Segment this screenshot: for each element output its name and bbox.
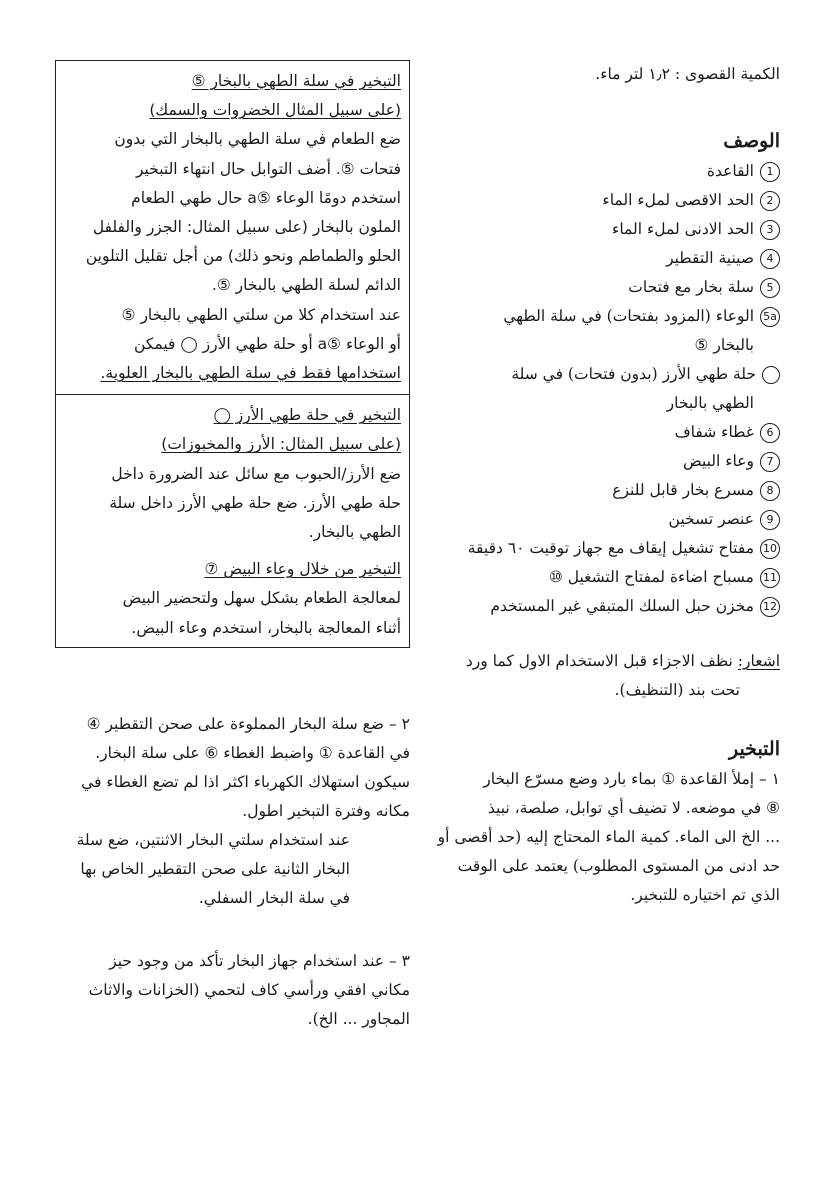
- list-item: [425, 563, 780, 592]
- number-circle-icon: 5: [760, 278, 780, 298]
- number-circle-icon: 2: [760, 191, 780, 211]
- list-item: [425, 360, 780, 418]
- item-label: الحد الاقصى لملء الماء: [602, 191, 754, 209]
- list-item: [425, 186, 780, 215]
- number-circle-icon: 10: [760, 539, 780, 559]
- right-column: [425, 60, 780, 910]
- item-label: مسباح اضاءة لمفتاح التشغيل ⑩: [548, 568, 754, 586]
- section-title: التبخير في حلة طهي الأرز ◯: [213, 406, 401, 425]
- empty-circle-icon: [762, 366, 780, 384]
- box-line: الطهي بالبخار.: [308, 523, 401, 542]
- number-circle-icon: 3: [760, 220, 780, 240]
- steaming-paragraph: [425, 765, 780, 910]
- section-subtitle: (على سبيل المثال الخضروات والسمك): [149, 101, 401, 120]
- list-item: [425, 418, 780, 447]
- number-circle-icon: 8: [760, 481, 780, 501]
- max-quantity-text: الكمية القصوى : ١٫٢ لتر ماء.: [595, 65, 780, 83]
- number-circle-icon: 11: [760, 568, 780, 588]
- steaming-line: الذي تم اختياره للتبخير.: [630, 886, 780, 904]
- item-label: حلة طهي الأرز (بدون فتحات) في سلة: [511, 365, 756, 383]
- box-line: حلة طهي الأرز. ضع حلة طهي الأرز داخل سلة: [109, 493, 401, 512]
- list-item: [425, 505, 780, 534]
- step-2-paragraph: [55, 710, 410, 913]
- box-line: الحلو والطماطم ونحو ذلك) من أجل تقليل التلوين: [85, 247, 401, 266]
- step-line: سيكون استهلاك الكهرباء اكثر اذا لم تضع الغطاء في: [81, 772, 410, 791]
- list-item: [425, 534, 780, 563]
- section-title: التبخير من خلال وعاء البيض ⑦: [204, 560, 401, 579]
- item-label: وعاء البيض: [682, 452, 754, 470]
- item-label: صينية التقطير: [666, 249, 754, 267]
- number-circle-icon: 4: [760, 249, 780, 269]
- info-box: [55, 60, 410, 648]
- item-label: غطاء شفاف: [674, 423, 754, 441]
- step-line: المجاور ... الخ).: [307, 1009, 410, 1028]
- steaming-line: حد ادنى من المستوى المطلوب) يعتمد على الوقت: [457, 857, 780, 875]
- step-3-paragraph: [55, 947, 410, 1034]
- notice-line-2: تحت بند (التنظيف).: [614, 681, 740, 699]
- description-heading: الوصف: [723, 130, 780, 152]
- divider: [56, 394, 409, 395]
- steaming-line: ⑧ في موضعه. لا تضيف أي توابل، صلصة، نبيذ: [487, 799, 780, 817]
- step-line: عند استخدام سلتي البخار الاثنتين، ضع سلة: [76, 830, 350, 849]
- step-line: البخار الثانية على صحن التقطير الخاص بها: [80, 859, 350, 878]
- box-line: استخدامها فقط في سلة الطهي بالبخار العلوية.: [100, 364, 401, 383]
- list-item: [425, 592, 780, 621]
- box-line: ضع الطعام في سلة الطهي بالبخار التي بدون: [114, 130, 401, 149]
- box-line: ضع الأرز/الحبوب مع سائل عند الضرورة داخل: [111, 464, 401, 483]
- step-line: مكانه وفترة التبخير اطول.: [242, 801, 410, 820]
- box-line: أو الوعاء ⑤a أو حلة طهي الأرز ◯ فيمكن: [134, 334, 401, 353]
- steaming-heading: التبخير: [728, 738, 780, 760]
- step-line: في القاعدة ① واضبط الغطاء ⑥ على سلة البخار.: [95, 743, 410, 762]
- list-item: [425, 476, 780, 505]
- number-circle-icon: 9: [760, 510, 780, 530]
- box-line: أثناء المعالجة بالبخار، استخدم وعاء البيض.: [131, 618, 401, 637]
- item-label: القاعدة: [706, 162, 754, 180]
- box-line: استخدم دومًا الوعاء ⑤a حال طهي الطعام: [131, 188, 401, 207]
- step-line: في سلة البخار السفلي.: [198, 888, 350, 907]
- number-circle-icon: 5a: [760, 307, 780, 327]
- number-circle-icon: 1: [760, 162, 780, 182]
- section-subtitle: (على سبيل المثال: الأرز والمخبوزات): [161, 435, 401, 454]
- notice-text: [425, 647, 780, 676]
- item-label: مخزن حبل السلك المتبقي غير المستخدم: [490, 597, 754, 615]
- step-line: مكاني افقي ورأسي كاف لتحمي (الخزانات والاثاث: [88, 980, 410, 999]
- steaming-line: ١ – إملأ القاعدة ① بماء بارد وضع مسرّع البخار: [483, 770, 780, 788]
- box-line: لمعالجة الطعام بشكل سهل ولتحضير البيض: [122, 589, 401, 608]
- number-circle-icon: 6: [760, 423, 780, 443]
- item-label: الوعاء (المزود بفتحات) في سلة الطهي: [503, 307, 754, 325]
- notice-label: اشعار:: [737, 652, 780, 670]
- item-label: عنصر تسخين: [668, 510, 754, 528]
- item-label: مسرع بخار قابل للنزع: [612, 481, 754, 499]
- section-title: التبخير في سلة الطهي بالبخار ⑤: [191, 72, 401, 90]
- box-line: الدائم لسلة الطهي بالبخار ⑤.: [211, 276, 401, 295]
- box-line: عند استخدام كلا من سلتي الطهي بالبخار ⑤: [121, 305, 401, 324]
- steaming-line: ... الخ الى الماء. كمية الماء المحتاج إليه (حد أقصى أو: [437, 828, 780, 846]
- item-label: مفتاح تشغيل إيقاف مع جهاز توقيت ٦٠ دقيقة: [467, 539, 754, 557]
- list-item: [425, 244, 780, 273]
- parts-list: [425, 157, 780, 621]
- notice-line-1: نظف الاجزاء قبل الاستخدام الاول كما ورد: [465, 652, 738, 670]
- item-label-cont: الطهي بالبخار: [666, 394, 754, 412]
- box-line: الملون بالبخار (على سبيل المثال: الجزر والفلفل: [92, 218, 401, 237]
- item-label: سلة بخار مع فتحات: [628, 278, 754, 296]
- item-label: الحد الادنى لملء الماء: [612, 220, 754, 238]
- item-label-cont: بالبخار ⑤: [694, 336, 754, 354]
- list-item: [425, 215, 780, 244]
- list-item: [425, 273, 780, 302]
- step-line: ٢ – ضع سلة البخار المملوءة على صحن التقطير ④: [86, 714, 410, 733]
- step-line: ٣ – عند استخدام جهاز البخار تأكد من وجود حيز: [109, 951, 410, 970]
- list-item: [425, 302, 780, 360]
- list-item: [425, 447, 780, 476]
- list-item: [425, 157, 780, 186]
- box-line: فتحات ⑤. أضف التوابل حال انتهاء التبخير: [135, 159, 401, 178]
- left-column: [55, 60, 410, 1034]
- number-circle-icon: 7: [760, 452, 780, 472]
- number-circle-icon: 12: [760, 597, 780, 617]
